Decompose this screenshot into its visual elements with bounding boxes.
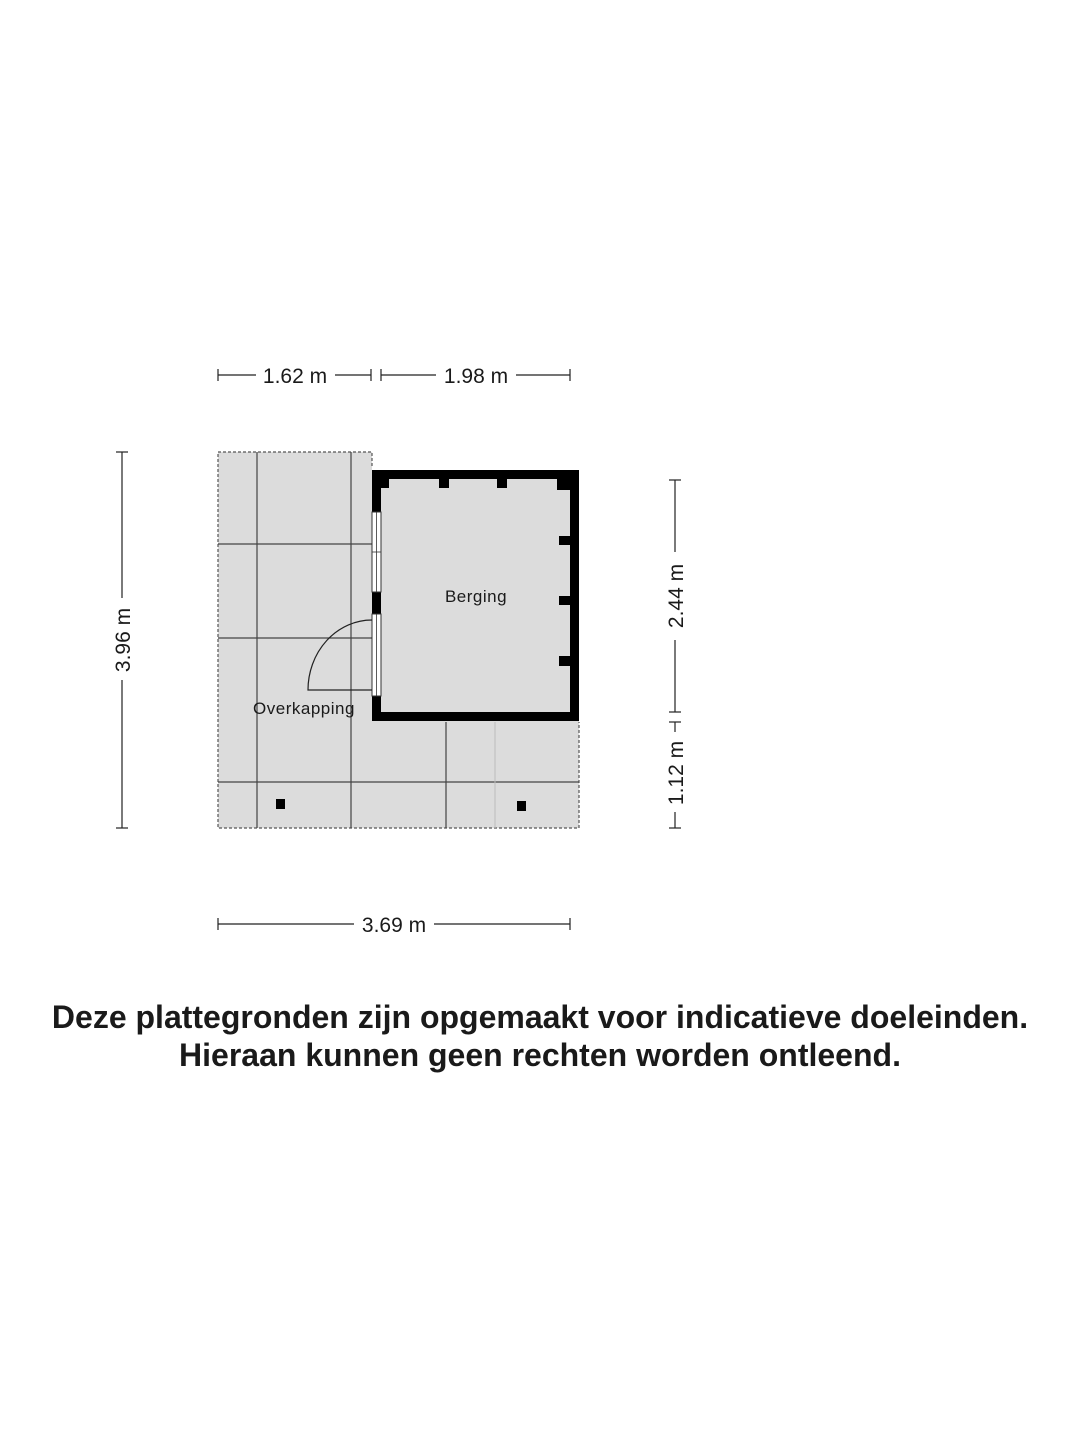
dimension-label-right-upper: 2.44 m (665, 563, 688, 629)
dimension-label-right-lower: 1.12 m (665, 740, 688, 806)
canopy-post-right (517, 801, 526, 811)
window-upper (372, 512, 381, 592)
storage-wall-left-mid (372, 592, 381, 614)
storage-wall-top (372, 470, 579, 479)
window-lower (372, 614, 381, 696)
canopy-floor-upper (218, 452, 372, 722)
dimension-label-left-total: 3.96 m (112, 607, 135, 673)
disclaimer-line-2: Hieraan kunnen geen rechten worden ontleend. (179, 1037, 901, 1073)
storage-wall-left-top (372, 470, 381, 512)
canopy-floor-lower (218, 720, 579, 828)
disclaimer-line-1: Deze plattegronden zijn opgemaakt voor indicatieve doeleinden. (51, 999, 1029, 1035)
storage-wall-right (570, 470, 579, 721)
canopy-post-left (276, 799, 285, 809)
dimension-label-top-left: 1.62 m (262, 365, 328, 388)
storage-wall-left-bottom (372, 696, 381, 721)
room-label-canopy: Overkapping (253, 699, 355, 718)
dimension-label-bottom-total: 3.69 m (361, 914, 427, 937)
storage-wall-bottom (372, 712, 579, 721)
room-label-storage: Berging (444, 587, 508, 606)
dimension-label-top-right: 1.98 m (443, 365, 509, 388)
